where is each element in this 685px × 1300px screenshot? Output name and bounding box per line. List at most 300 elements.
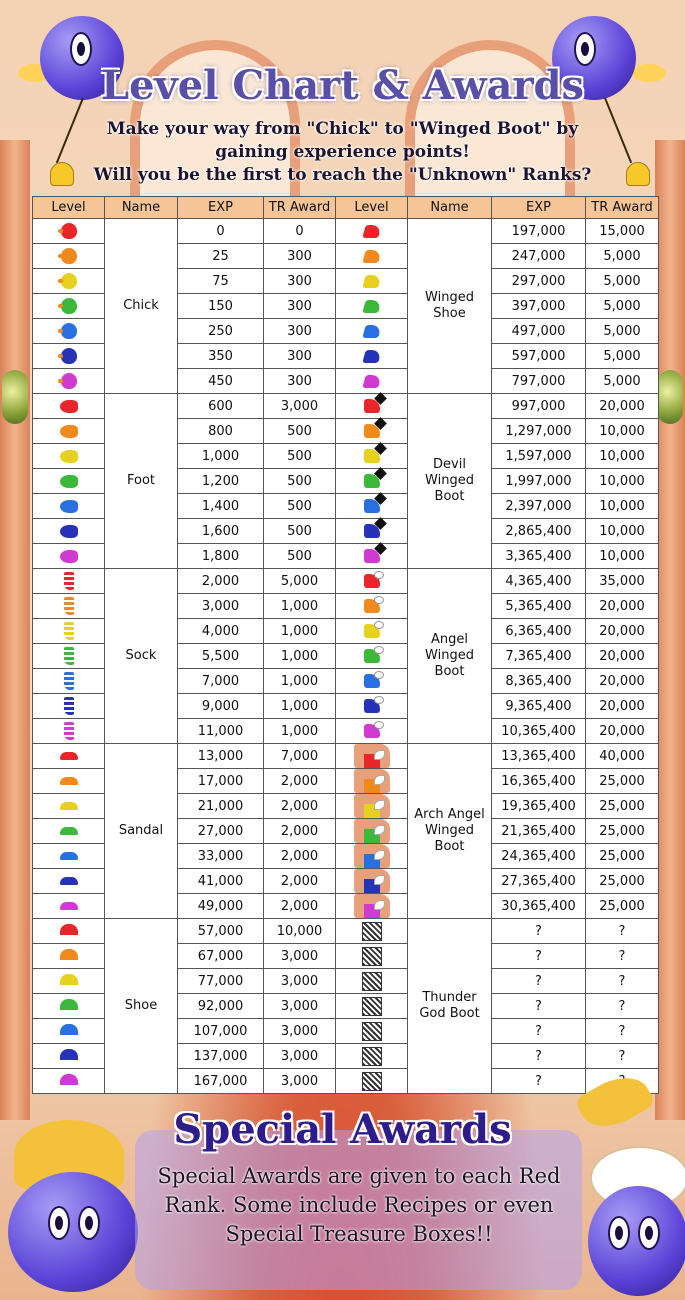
exp-cell: 107,000 — [178, 1019, 264, 1044]
arch-angel-winged-boot-icon — [354, 869, 390, 893]
header-exp: EXP — [178, 197, 264, 219]
tr-award-cell: 2,000 — [264, 869, 336, 894]
level-cell — [33, 1044, 105, 1069]
level-cell — [33, 644, 105, 669]
level-cell — [33, 794, 105, 819]
table-row — [33, 744, 659, 769]
chick-icon — [61, 248, 77, 264]
table-row — [33, 394, 659, 419]
level-cell — [336, 594, 408, 619]
tr-award-cell: 15,000 — [586, 219, 659, 244]
level-cell — [33, 569, 105, 594]
sock-icon — [64, 697, 74, 715]
exp-cell: 8,365,400 — [492, 669, 586, 694]
table-header-row — [33, 197, 659, 219]
exp-cell: ? — [492, 994, 586, 1019]
tr-award-cell: 5,000 — [586, 344, 659, 369]
exp-cell: 25 — [178, 244, 264, 269]
angel-winged-boot-icon — [364, 649, 380, 663]
rank-name — [408, 744, 492, 919]
table-body — [33, 219, 659, 1094]
level-cell — [336, 569, 408, 594]
exp-cell: 597,000 — [492, 344, 586, 369]
table-row — [33, 569, 659, 594]
sandal-icon — [60, 852, 78, 860]
devil-winged-boot-icon — [364, 474, 380, 488]
table-row — [33, 219, 659, 244]
thunder-god-boot-icon — [362, 1072, 382, 1091]
level-cell — [33, 819, 105, 844]
tr-award-cell: 5,000 — [586, 369, 659, 394]
exp-cell: 10,365,400 — [492, 719, 586, 744]
tr-award-cell: 2,000 — [264, 794, 336, 819]
rank-name-line: Shoe — [433, 306, 466, 321]
exp-cell: 13,000 — [178, 744, 264, 769]
sandal-icon — [60, 802, 78, 810]
exp-cell: 2,000 — [178, 569, 264, 594]
exp-cell: 17,000 — [178, 769, 264, 794]
level-cell — [33, 344, 105, 369]
exp-cell: 77,000 — [178, 969, 264, 994]
tr-award-cell: 25,000 — [586, 769, 659, 794]
level-cell — [336, 894, 408, 919]
tr-award-cell: 500 — [264, 444, 336, 469]
tr-award-cell: 20,000 — [586, 644, 659, 669]
tr-award-cell: 20,000 — [586, 719, 659, 744]
exp-cell: 2,865,400 — [492, 519, 586, 544]
tr-award-cell: 20,000 — [586, 694, 659, 719]
winged-shoe-icon — [362, 325, 381, 338]
level-cell — [336, 419, 408, 444]
header-exp: EXP — [492, 197, 586, 219]
level-cell — [33, 894, 105, 919]
level-cell — [336, 344, 408, 369]
tr-award-cell: 10,000 — [586, 469, 659, 494]
exp-cell: 247,000 — [492, 244, 586, 269]
level-cell — [33, 444, 105, 469]
winged-shoe-icon — [362, 275, 381, 288]
level-cell — [336, 644, 408, 669]
exp-cell: 41,000 — [178, 869, 264, 894]
tr-award-cell: ? — [586, 919, 659, 944]
exp-cell: 9,000 — [178, 694, 264, 719]
level-cell — [33, 1069, 105, 1094]
thunder-god-boot-icon — [362, 997, 382, 1016]
tr-award-cell: 1,000 — [264, 594, 336, 619]
winged-shoe-icon — [362, 300, 381, 313]
special-awards-title: Special Awards — [173, 1106, 512, 1153]
level-cell — [33, 294, 105, 319]
rank-name — [408, 569, 492, 744]
exp-cell: 13,365,400 — [492, 744, 586, 769]
mascot-eye-icon — [574, 32, 596, 66]
rank-name: Sandal — [105, 744, 178, 919]
tr-award-cell: 2,000 — [264, 819, 336, 844]
level-cell — [336, 619, 408, 644]
tr-award-cell: 5,000 — [586, 244, 659, 269]
exp-cell: 997,000 — [492, 394, 586, 419]
sock-icon — [64, 722, 74, 740]
rank-name — [408, 219, 492, 394]
exp-cell: 9,365,400 — [492, 694, 586, 719]
tr-award-cell: 20,000 — [586, 394, 659, 419]
exp-cell: 57,000 — [178, 919, 264, 944]
level-cell — [336, 769, 408, 794]
arch-angel-winged-boot-icon — [354, 819, 390, 843]
tr-award-cell: 300 — [264, 369, 336, 394]
level-cell — [33, 1019, 105, 1044]
exp-cell: 600 — [178, 394, 264, 419]
exp-cell: 1,597,000 — [492, 444, 586, 469]
chick-icon — [61, 273, 77, 289]
tr-award-cell: 500 — [264, 544, 336, 569]
sock-icon — [64, 672, 74, 690]
tr-award-cell: 25,000 — [586, 819, 659, 844]
mascot-eye-icon — [48, 1206, 70, 1240]
intro-line: gaining experience points! — [215, 142, 470, 162]
exp-cell: 1,600 — [178, 519, 264, 544]
level-cell — [33, 519, 105, 544]
rank-name-line: Boot — [434, 489, 465, 504]
tr-award-cell: 1,000 — [264, 619, 336, 644]
tr-award-cell: 1,000 — [264, 719, 336, 744]
foot-icon — [60, 475, 78, 488]
exp-cell: 800 — [178, 419, 264, 444]
level-cell — [336, 669, 408, 694]
sock-icon — [64, 622, 74, 640]
shoe-icon — [60, 1074, 78, 1088]
tr-award-cell: 10,000 — [264, 919, 336, 944]
level-cell — [33, 919, 105, 944]
tr-award-cell: 5,000 — [586, 294, 659, 319]
level-cell — [336, 694, 408, 719]
level-cell — [33, 769, 105, 794]
chick-icon — [61, 373, 77, 389]
exp-cell: 7,365,400 — [492, 644, 586, 669]
intro-line: Make your way from "Chick" to "Winged Boot" by — [106, 119, 579, 139]
exp-cell: 75 — [178, 269, 264, 294]
tr-award-cell: 2,000 — [264, 894, 336, 919]
rank-name: Chick — [105, 219, 178, 394]
level-cell — [33, 744, 105, 769]
level-cell — [336, 269, 408, 294]
angel-winged-boot-icon — [364, 724, 380, 738]
exp-cell: 397,000 — [492, 294, 586, 319]
devil-winged-boot-icon — [364, 499, 380, 513]
foot-icon — [60, 450, 78, 463]
thunder-god-boot-icon — [362, 972, 382, 991]
level-cell — [33, 544, 105, 569]
tr-award-cell: 300 — [264, 319, 336, 344]
rank-name-line: Thunder — [422, 990, 477, 1005]
exp-cell: 3,365,400 — [492, 544, 586, 569]
arch-angel-winged-boot-icon — [354, 794, 390, 818]
exp-cell: 21,000 — [178, 794, 264, 819]
shoe-icon — [60, 999, 78, 1013]
rank-name-line: Boot — [434, 664, 465, 679]
rank-name-line: Boot — [434, 839, 465, 854]
level-cell — [33, 969, 105, 994]
level-cell — [336, 219, 408, 244]
level-cell — [33, 844, 105, 869]
exp-cell: 6,365,400 — [492, 619, 586, 644]
devil-winged-boot-icon — [364, 424, 380, 438]
exp-cell: 7,000 — [178, 669, 264, 694]
rank-name-line: Devil — [433, 457, 466, 472]
level-cell — [336, 369, 408, 394]
level-cell — [336, 919, 408, 944]
tr-award-cell: 500 — [264, 519, 336, 544]
level-cell — [336, 444, 408, 469]
tr-award-cell: 3,000 — [264, 1069, 336, 1094]
level-cell — [336, 1044, 408, 1069]
exp-cell: 11,000 — [178, 719, 264, 744]
special-awards-text: Special Awards are given to each Red Rank. Some include Recipes or even Special Treasure Boxes!! — [157, 1164, 561, 1246]
tr-award-cell: 500 — [264, 469, 336, 494]
exp-cell: 1,800 — [178, 544, 264, 569]
foot-icon — [60, 400, 78, 413]
header-tr-award: TR Award — [264, 197, 336, 219]
sock-icon — [64, 597, 74, 615]
exp-cell: 2,397,000 — [492, 494, 586, 519]
rank-name: Shoe — [105, 919, 178, 1094]
chick-icon — [61, 348, 77, 364]
level-cell — [336, 394, 408, 419]
mascot-eye-icon — [608, 1216, 630, 1250]
tr-award-cell: 500 — [264, 419, 336, 444]
tr-award-cell: 0 — [264, 219, 336, 244]
level-cell — [336, 1069, 408, 1094]
level-cell — [336, 244, 408, 269]
exp-cell: 797,000 — [492, 369, 586, 394]
winged-shoe-icon — [362, 350, 381, 363]
header-name: Name — [105, 197, 178, 219]
rank-name-line: Winged — [425, 290, 474, 305]
mascot-body-icon — [8, 1172, 138, 1292]
exp-cell: 27,365,400 — [492, 869, 586, 894]
exp-cell: 1,997,000 — [492, 469, 586, 494]
tr-award-cell: 25,000 — [586, 869, 659, 894]
exp-cell: 5,500 — [178, 644, 264, 669]
arch-angel-winged-boot-icon — [354, 744, 390, 768]
level-cell — [33, 419, 105, 444]
tr-award-cell: 5,000 — [586, 319, 659, 344]
orb-lamp-left-icon — [2, 370, 28, 424]
tr-award-cell: ? — [586, 1019, 659, 1044]
tr-award-cell: 20,000 — [586, 594, 659, 619]
exp-cell: 0 — [178, 219, 264, 244]
rank-name-line: Winged — [425, 473, 474, 488]
foot-icon — [60, 500, 78, 513]
exp-cell: 450 — [178, 369, 264, 394]
rank-name: Sock — [105, 569, 178, 744]
exp-cell: 24,365,400 — [492, 844, 586, 869]
tr-award-cell: ? — [586, 944, 659, 969]
table-row — [33, 919, 659, 944]
level-cell — [33, 719, 105, 744]
level-cell — [33, 669, 105, 694]
level-cell — [33, 219, 105, 244]
shoe-icon — [60, 1049, 78, 1063]
exp-cell: 49,000 — [178, 894, 264, 919]
sandal-icon — [60, 752, 78, 760]
devil-winged-boot-icon — [364, 524, 380, 538]
level-cell — [336, 994, 408, 1019]
tr-award-cell: 10,000 — [586, 519, 659, 544]
tr-award-cell: 25,000 — [586, 794, 659, 819]
mascot-body-icon — [588, 1186, 685, 1296]
tr-award-cell: 5,000 — [264, 569, 336, 594]
sandal-icon — [60, 827, 78, 835]
level-cell — [336, 494, 408, 519]
angel-winged-boot-icon — [364, 624, 380, 638]
intro-text — [0, 118, 685, 187]
level-cell — [33, 594, 105, 619]
rank-name-line: Angel — [431, 632, 468, 647]
arch-angel-winged-boot-icon — [354, 844, 390, 868]
rank-name: Foot — [105, 394, 178, 569]
tr-award-cell: 20,000 — [586, 669, 659, 694]
tr-award-cell: 3,000 — [264, 1044, 336, 1069]
exp-cell: 1,400 — [178, 494, 264, 519]
rank-name — [408, 919, 492, 1094]
tr-award-cell: 3,000 — [264, 994, 336, 1019]
exp-cell: ? — [492, 1044, 586, 1069]
exp-cell: 27,000 — [178, 819, 264, 844]
exp-cell: 4,365,400 — [492, 569, 586, 594]
tr-award-cell: 25,000 — [586, 844, 659, 869]
exp-cell: 21,365,400 — [492, 819, 586, 844]
exp-cell: 4,000 — [178, 619, 264, 644]
exp-cell: 350 — [178, 344, 264, 369]
tr-award-cell: 10,000 — [586, 494, 659, 519]
tr-award-cell: 5,000 — [586, 269, 659, 294]
rank-name-line: Winged — [425, 648, 474, 663]
exp-cell: 497,000 — [492, 319, 586, 344]
angel-winged-boot-icon — [364, 699, 380, 713]
tr-award-cell: 10,000 — [586, 544, 659, 569]
level-cell — [336, 319, 408, 344]
tr-award-cell: ? — [586, 969, 659, 994]
tr-award-cell: 1,000 — [264, 644, 336, 669]
devil-winged-boot-icon — [364, 399, 380, 413]
tr-award-cell: 25,000 — [586, 894, 659, 919]
sandal-icon — [60, 877, 78, 885]
level-cell — [33, 619, 105, 644]
tr-award-cell: 3,000 — [264, 394, 336, 419]
exp-cell: 16,365,400 — [492, 769, 586, 794]
level-cell — [33, 469, 105, 494]
exp-cell: 150 — [178, 294, 264, 319]
level-cell — [336, 519, 408, 544]
background-pillar-right — [655, 140, 685, 1120]
level-chart-table — [32, 196, 659, 1094]
exp-cell: 92,000 — [178, 994, 264, 1019]
tr-award-cell: 3,000 — [264, 969, 336, 994]
thunder-god-boot-icon — [362, 1022, 382, 1041]
rank-name — [408, 394, 492, 569]
tr-award-cell: 40,000 — [586, 744, 659, 769]
tr-award-cell: 10,000 — [586, 444, 659, 469]
level-cell — [33, 994, 105, 1019]
tr-award-cell: 10,000 — [586, 419, 659, 444]
foot-icon — [60, 425, 78, 438]
exp-cell: 5,365,400 — [492, 594, 586, 619]
exp-cell: 33,000 — [178, 844, 264, 869]
level-cell — [33, 244, 105, 269]
level-cell — [33, 494, 105, 519]
level-cell — [33, 319, 105, 344]
exp-cell: 137,000 — [178, 1044, 264, 1069]
level-cell — [336, 744, 408, 769]
tr-award-cell: 2,000 — [264, 844, 336, 869]
exp-cell: 197,000 — [492, 219, 586, 244]
shoe-icon — [60, 1024, 78, 1038]
level-cell — [336, 544, 408, 569]
tr-award-cell: 7,000 — [264, 744, 336, 769]
tr-award-cell: ? — [586, 994, 659, 1019]
winged-shoe-icon — [362, 225, 381, 238]
level-cell — [336, 1019, 408, 1044]
level-cell — [336, 944, 408, 969]
thunder-god-boot-icon — [362, 922, 382, 941]
exp-cell: ? — [492, 1019, 586, 1044]
winged-shoe-icon — [362, 250, 381, 263]
tr-award-cell: 300 — [264, 244, 336, 269]
arch-angel-winged-boot-icon — [354, 769, 390, 793]
tr-award-cell: 1,000 — [264, 669, 336, 694]
angel-winged-boot-icon — [364, 674, 380, 688]
level-cell — [336, 969, 408, 994]
rank-name-line: God Boot — [419, 1006, 480, 1021]
level-cell — [33, 944, 105, 969]
tr-award-cell: 300 — [264, 269, 336, 294]
level-cell — [336, 294, 408, 319]
foot-icon — [60, 525, 78, 538]
devil-winged-boot-icon — [364, 549, 380, 563]
level-cell — [336, 819, 408, 844]
tr-award-cell: 1,000 — [264, 694, 336, 719]
sandal-icon — [60, 777, 78, 785]
intro-line: Will you be the first to reach the "Unknown" Ranks? — [93, 165, 592, 185]
header-name: Name — [408, 197, 492, 219]
level-cell — [336, 869, 408, 894]
orb-lamp-right-icon — [657, 370, 683, 424]
devil-winged-boot-icon — [364, 449, 380, 463]
exp-cell: 67,000 — [178, 944, 264, 969]
exp-cell: ? — [492, 969, 586, 994]
exp-cell: 1,200 — [178, 469, 264, 494]
header-tr-award: TR Award — [586, 197, 659, 219]
exp-cell: ? — [492, 919, 586, 944]
chick-icon — [61, 298, 77, 314]
tr-award-cell: 2,000 — [264, 769, 336, 794]
angel-winged-boot-icon — [364, 599, 380, 613]
exp-cell: 3,000 — [178, 594, 264, 619]
rank-name-line: Winged — [425, 823, 474, 838]
chick-icon — [61, 323, 77, 339]
level-cell — [33, 869, 105, 894]
exp-cell: 19,365,400 — [492, 794, 586, 819]
background-pillar-left — [0, 140, 30, 1120]
tr-award-cell: 300 — [264, 344, 336, 369]
thunder-god-boot-icon — [362, 947, 382, 966]
exp-cell: 297,000 — [492, 269, 586, 294]
exp-cell: 1,297,000 — [492, 419, 586, 444]
level-cell — [336, 844, 408, 869]
level-cell — [336, 719, 408, 744]
tr-award-cell: 35,000 — [586, 569, 659, 594]
